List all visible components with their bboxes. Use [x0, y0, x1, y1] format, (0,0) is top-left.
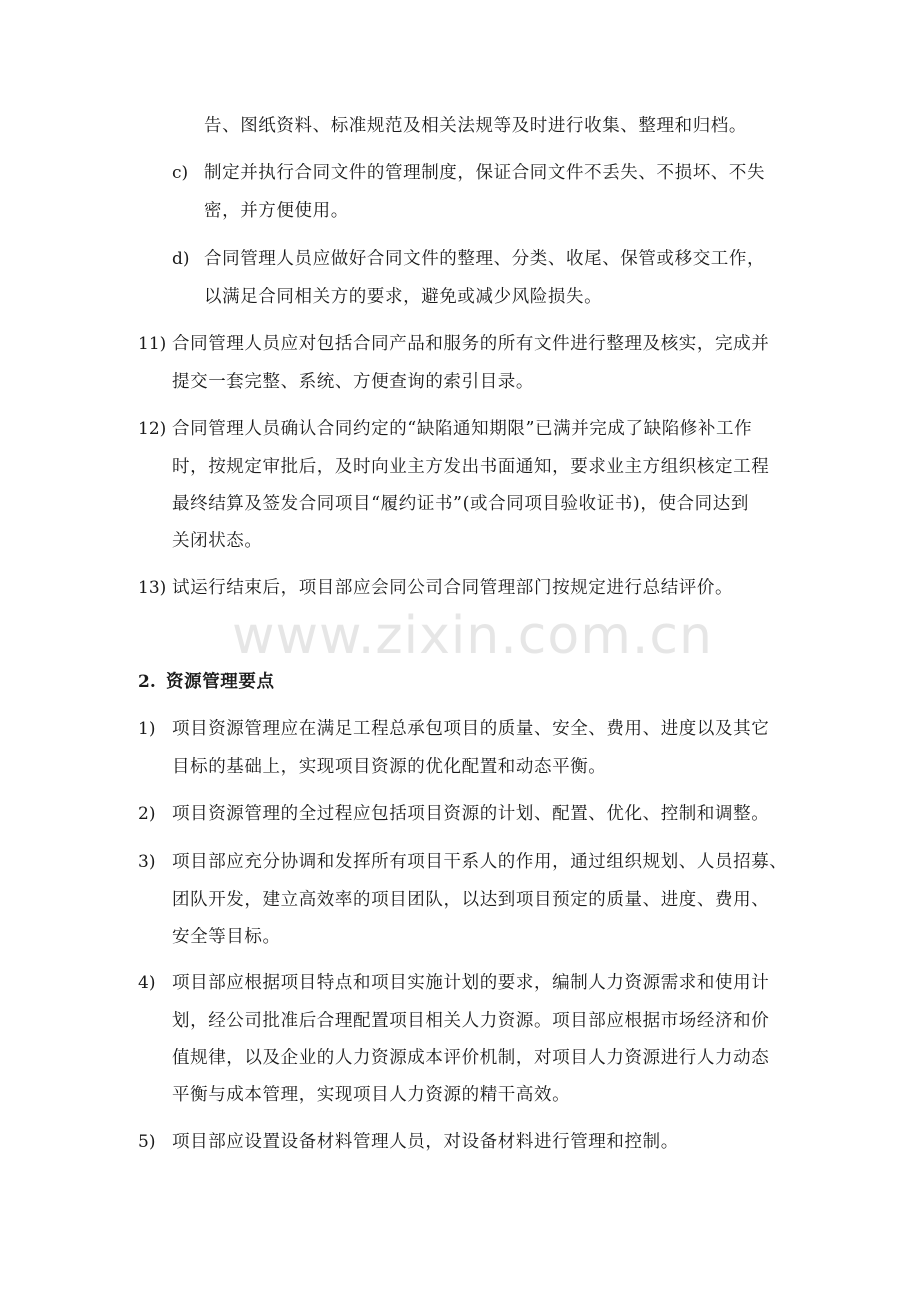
text-line: 划，经公司批准后合理配置项目相关人力资源。项目部应根据市场经济和价 [172, 1011, 770, 1031]
text-line: 项目资源管理的全过程应包括项目资源的计划、配置、优化、控制和调整。 [172, 804, 770, 824]
list-marker: 3) [138, 852, 156, 872]
list-marker: d) [172, 249, 190, 269]
list-marker: 2) [138, 804, 156, 824]
text-line: 安全等目标。 [172, 927, 281, 947]
text-line: 以满足合同相关方的要求，避免或减少风险损失。 [204, 287, 603, 307]
list-marker: 4) [138, 973, 156, 993]
text-line: 合同管理人员应做好合同文件的整理、分类、收尾、保管或移交工作， [204, 249, 766, 269]
text-line: 最终结算及签发合同项目“履约证书”(或合同项目验收证书)，使合同达到 [172, 494, 749, 514]
list-marker: c) [172, 163, 189, 183]
list-marker: 5) [138, 1132, 156, 1152]
text-line: 值规律，以及企业的人力资源成本评价机制，对项目人力资源进行人力动态 [172, 1048, 770, 1068]
text-line: 团队开发，建立高效率的项目团队，以达到项目预定的质量、进度、费用、 [172, 890, 770, 910]
section-heading: 资源管理要点 [166, 672, 275, 692]
list-marker: 12) [138, 419, 167, 439]
text-line: 时，按规定审批后，及时向业主方发出书面通知，要求业主方组织核定工程 [172, 457, 770, 477]
text-line: 试运行结束后，项目部应会同公司合同管理部门按规定进行总结评价。 [172, 578, 734, 598]
text-line: 项目部应根据项目特点和项目实施计划的要求，编制人力资源需求和使用计 [172, 973, 770, 993]
text-line: 目标的基础上，实现项目资源的优化配置和动态平衡。 [172, 757, 607, 777]
section-number: 2. [138, 672, 156, 692]
text-line: 关闭状态。 [172, 531, 263, 551]
text-line: 制定并执行合同文件的管理制度，保证合同文件不丢失、不损坏、不失 [204, 163, 766, 183]
list-marker: 13) [138, 578, 167, 598]
text-line: 平衡与成本管理，实现项目人力资源的精干高效。 [172, 1085, 571, 1105]
text-line: 项目部应设置设备材料管理人员，对设备材料进行管理和控制。 [172, 1132, 679, 1152]
text-line: 密，并方便使用。 [204, 201, 349, 221]
text-line: 提交一套完整、系统、方便查询的索引目录。 [172, 372, 534, 392]
watermark: www.zixin.com.cn [232, 606, 713, 666]
text-line: 合同管理人员应对包括合同产品和服务的所有文件进行整理及核实，完成并 [172, 334, 770, 354]
text-line: 合同管理人员确认合同约定的“缺陷通知期限”已满并完成了缺陷修补工作 [172, 419, 753, 439]
text-line: 告、图纸资料、标准规范及相关法规等及时进行收集、整理和归档。 [204, 116, 747, 136]
text-line: 项目部应充分协调和发挥所有项目干系人的作用，通过组织规划、人员招募、 [172, 852, 788, 872]
list-marker: 1) [138, 719, 156, 739]
text-line: 项目资源管理应在满足工程总承包项目的质量、安全、费用、进度以及其它 [172, 719, 770, 739]
list-marker: 11) [138, 334, 167, 354]
